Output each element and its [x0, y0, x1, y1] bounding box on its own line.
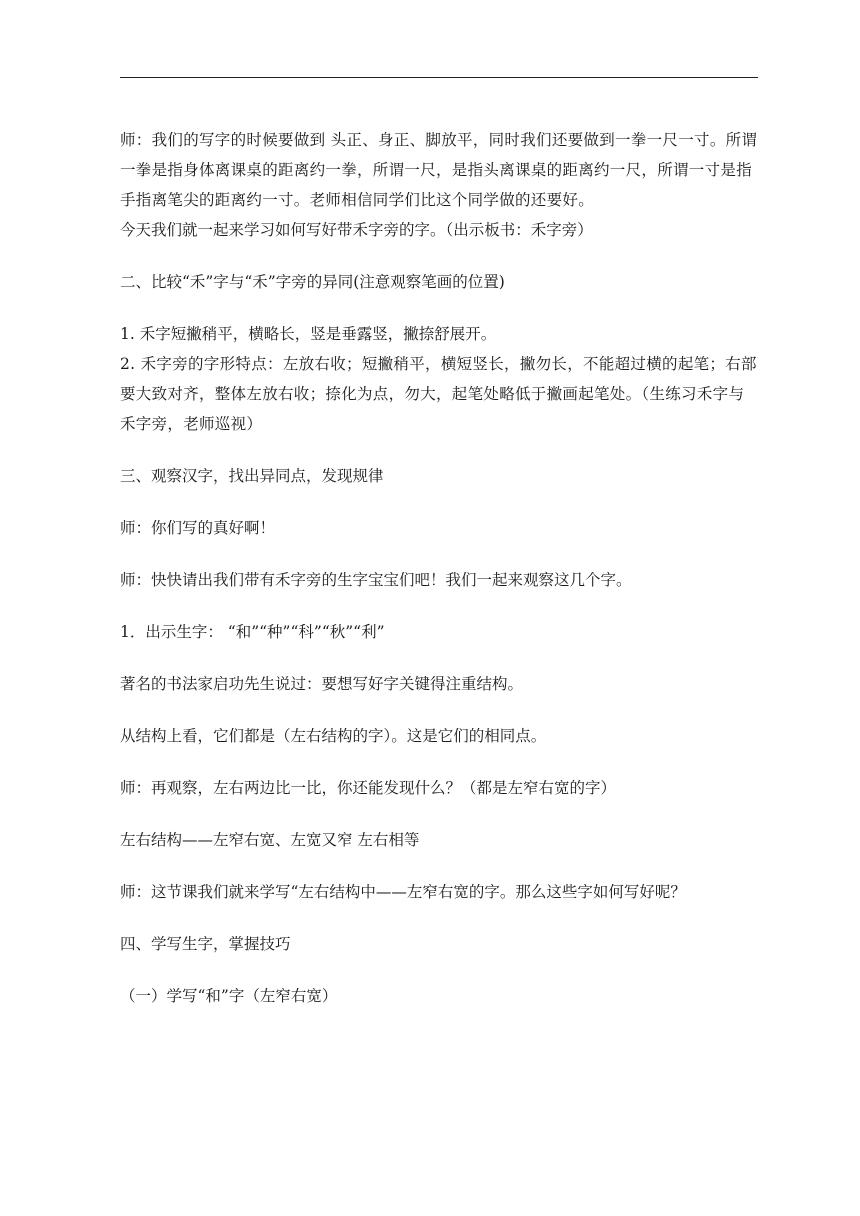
paragraph-compare: 师：再观察，左右两边比一比，你还能发现什么？（都是左窄右宽的字） — [120, 779, 617, 797]
section-heading-4: 四、学写生字，掌握技巧 — [120, 935, 291, 953]
subsection-heading: （一）学写“和”字（左窄右宽） — [120, 987, 338, 1005]
paragraph-characters: 1．出示生字： “和”“种”“科”“秋”“利” — [120, 623, 385, 641]
list-item-2: 2. 禾字旁的字形特点：左放右收；短撇稍平，横短竖长，撇勿长，不能超过横的起笔；右部要大致对齐，整体左放右收；捺化为点，勿大，起笔处略低于撇画起笔处。（生练习禾字与禾字旁，老师巡视） — [120, 355, 757, 433]
header-rule — [120, 77, 758, 78]
paragraph-lesson-goal: 师：这节课我们就来学写“左右结构中——左窄右宽的字。那么这些字如何写好呢？ — [120, 883, 686, 901]
paragraph-intro-topic: 今天我们就一起来学习如何写好带禾字旁的字。（出示板书：禾字旁） — [120, 221, 593, 239]
paragraph-observe: 师：快快请出我们带有禾字旁的生字宝宝们吧！我们一起来观察这几个字。 — [120, 571, 632, 589]
list-item-1: 1. 禾字短撇稍平，横略长，竖是垂露竖，撇捺舒展开。 — [120, 325, 497, 343]
paragraph-structure-types: 左右结构——左窄右宽、左宽又窄 左右相等 — [120, 831, 420, 849]
paragraph-posture: 师：我们的写字的时候要做到 头正、身正、脚放平，同时我们还要做到一拳一尺一寸。所谓一拳是指身体离课桌的距离约一拳，所谓一尺，是指头离课桌的距离约一尺，所谓一寸是指手指离笔尖的距离约一寸。老师相信同学们比这个同学做的还要好。 — [120, 131, 758, 209]
paragraph-structure: 从结构上看，它们都是（左右结构的字）。这是它们的相同点。 — [120, 727, 547, 745]
section-heading-2: 二、比较“禾”字与“禾”字旁的异同(注意观察笔画的位置) — [120, 273, 505, 291]
section-heading-3: 三、观察汉字，找出异同点，发现规律 — [120, 467, 384, 485]
document-body — [120, 125, 760, 1011]
paragraph-praise: 师：你们写的真好啊！ — [120, 519, 276, 537]
paragraph-quote: 著名的书法家启功先生说过：要想写好字关键得注重结构。 — [120, 675, 524, 693]
